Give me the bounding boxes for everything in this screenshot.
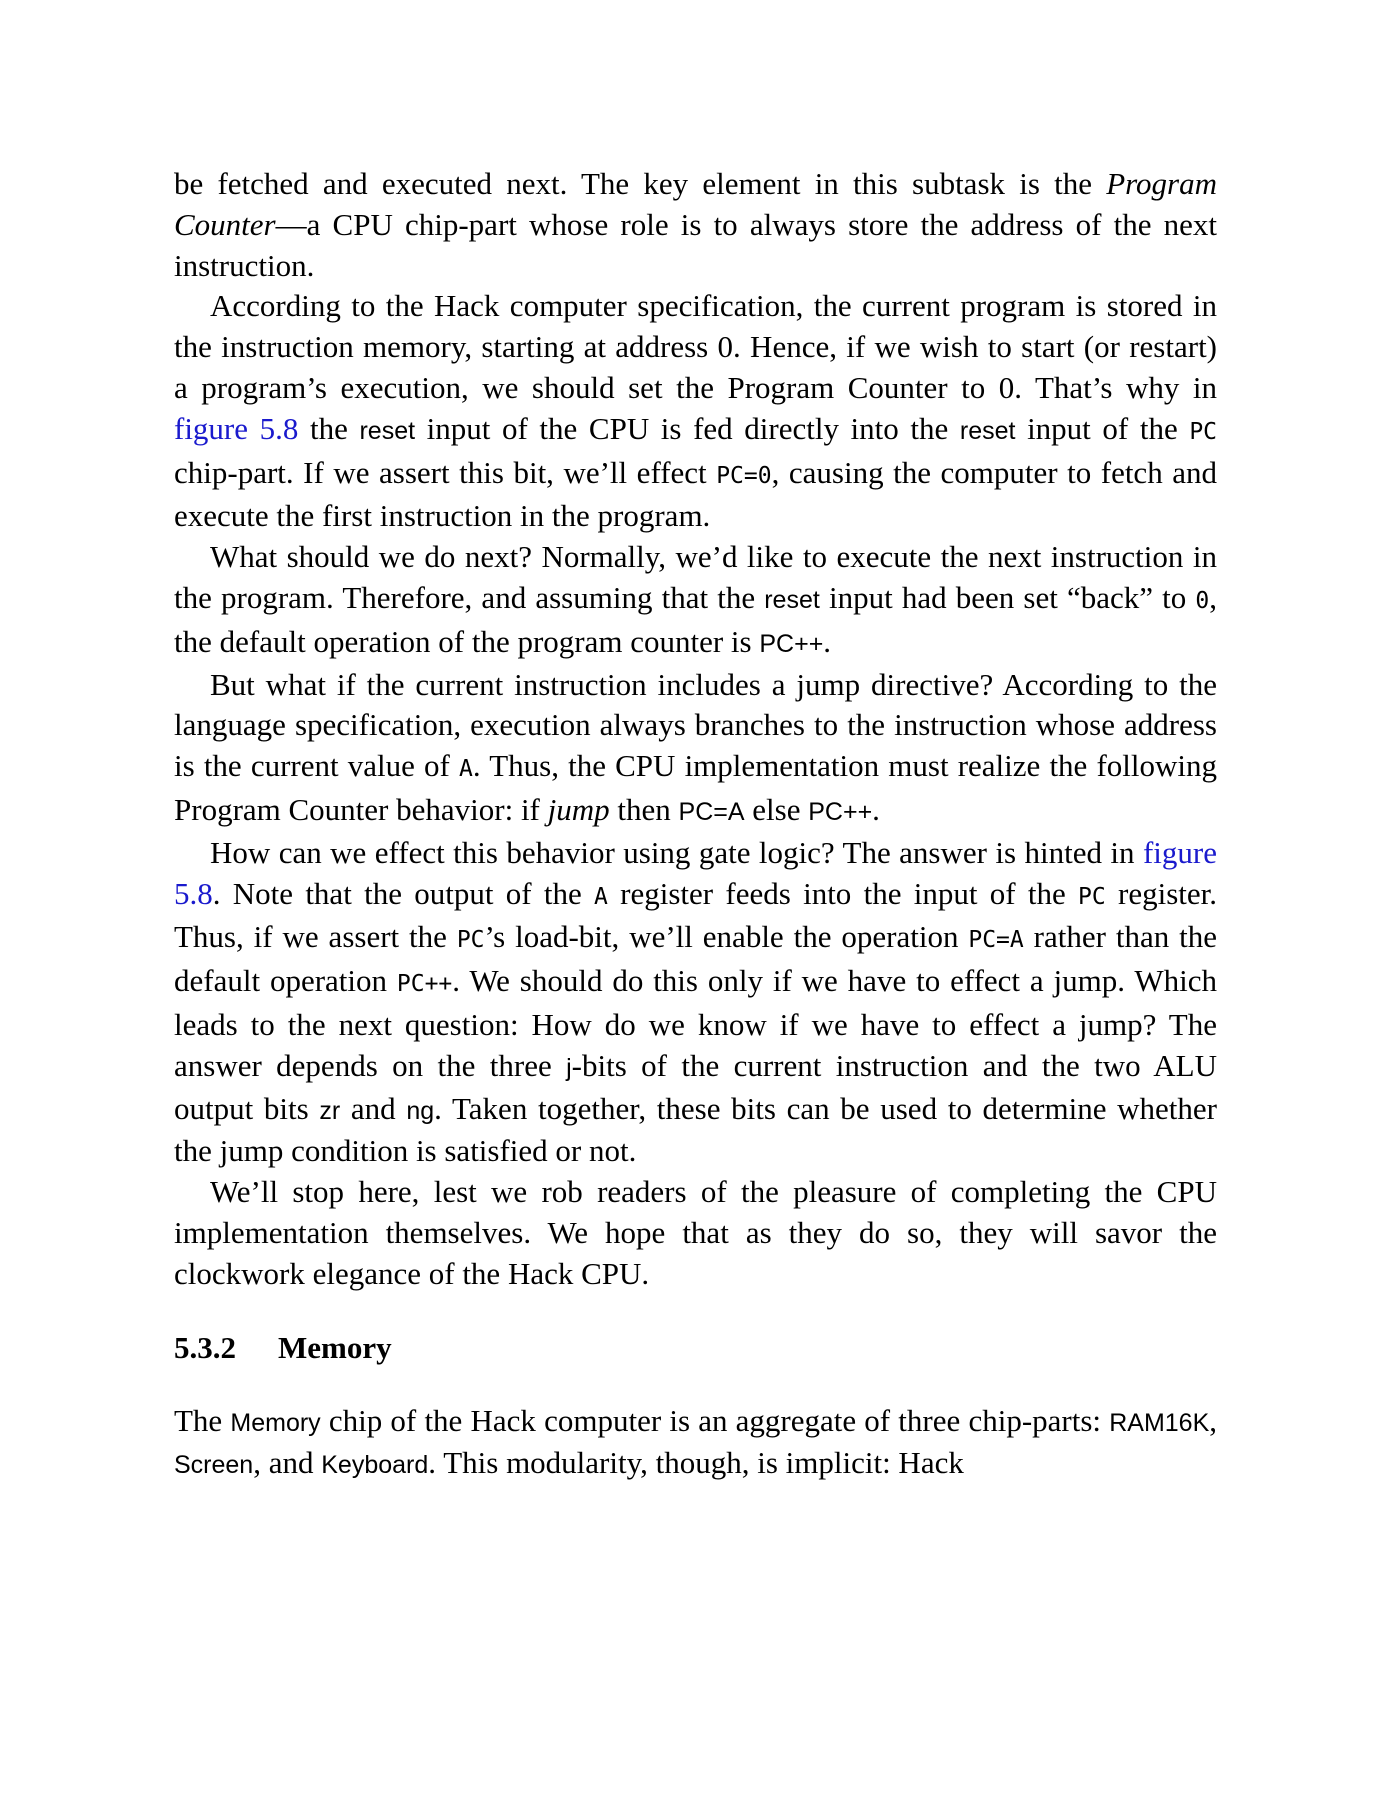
text: . This modularity, though, is implicit: Hack <box>428 1445 964 1481</box>
code-ng: ng <box>406 1096 435 1125</box>
code-pc: PC <box>456 927 485 954</box>
text: register. Thus, if we assert the <box>174 875 1217 955</box>
text: . <box>872 791 880 827</box>
code-pc-equals-a: PC=A <box>678 797 745 826</box>
text: How can we effect this behavior using gate logic? The answer is hinted in <box>210 834 1143 870</box>
text: chip-part. If we assert this bit, we’ll effect <box>174 454 717 490</box>
paragraph-conclusion <box>174 1172 1217 1294</box>
section-number: 5.3.2 <box>174 1329 236 1365</box>
code-screen: Screen <box>174 1451 254 1480</box>
text: . Taken together, these bits can be used to determine whether the jump condition is satisfied or not. <box>174 1090 1218 1169</box>
text: the <box>298 410 360 446</box>
text: , causing the computer to fetch and execute the first instruction in the program. <box>174 454 1217 534</box>
text: input of the <box>1015 410 1190 446</box>
code-pc-increment: PC++ <box>808 797 873 826</box>
code-pc-increment: PC++ <box>759 629 824 658</box>
paragraph-jump-directive <box>174 665 1217 833</box>
text: else <box>744 791 809 827</box>
text: According to the Hack computer specification, the current program is stored in the instruction memory, starting at address 0. Hence, if we wish to start (or restart) a program’s execution, we should set the Program Counter to 0. That’s why in <box>174 288 1217 405</box>
text: But what if the current instruction includes a jump directive? According to the language specification, execution always branches to the instruction whose address is the current value of <box>174 666 1217 784</box>
text: be fetched and executed next. The key element in this subtask is the <box>174 166 1107 201</box>
text: register feeds into the input of the <box>607 875 1079 911</box>
code-pc: PC <box>1078 883 1106 910</box>
code-ram16k: RAM16K <box>1109 1408 1210 1437</box>
code-reset: reset <box>359 416 416 445</box>
figure-5-8-link[interactable]: figure 5.8 <box>174 410 299 446</box>
text: We’ll stop here, lest we rob readers of the pleasure of completing the CPU implementation themselves. We hope that as they do so, they will savor the clockwork elegance of the Hack CPU. <box>174 1174 1217 1291</box>
emphasis-program-counter: Program Counter <box>174 166 1217 242</box>
code-pc-equals-0: PC=0 <box>716 462 772 489</box>
text: . <box>823 623 832 659</box>
code-j: j <box>566 1053 572 1082</box>
code-keyboard: Keyboard <box>321 1451 429 1480</box>
code-a: A <box>594 883 608 910</box>
section-title: Memory <box>278 1329 392 1365</box>
text: -bits of the current instruction and the two ALU output bits <box>174 1047 1217 1126</box>
text: and <box>340 1090 407 1126</box>
text: ’s load-bit, we’ll enable the operation <box>484 919 969 955</box>
text: . Note that the output of the <box>212 875 595 911</box>
code-a: A <box>459 756 473 783</box>
text: —a CPU chip-part whose role is to always store the address of the next instruction. <box>174 206 1217 283</box>
document-page <box>174 164 1217 1486</box>
text: then <box>609 791 679 827</box>
code-memory: Memory <box>230 1408 321 1437</box>
text: , and <box>253 1445 322 1481</box>
text: , <box>1209 1402 1218 1438</box>
section-heading-memory <box>174 1328 1217 1368</box>
emphasis-jump: jump <box>547 791 610 827</box>
figure-5-8-link[interactable]: figure 5.8 <box>174 834 1217 911</box>
paragraph-program-counter-intro <box>174 164 1217 286</box>
code-pc-equals-a: PC=A <box>968 927 1024 954</box>
code-zr: zr <box>319 1096 341 1125</box>
text: input of the CPU is fed directly into the <box>415 410 960 446</box>
text: chip of the Hack computer is an aggregate of three chip-parts: <box>320 1402 1110 1438</box>
text: , the default operation of the program counter is <box>174 579 1218 659</box>
paragraph-gate-logic <box>174 833 1217 1172</box>
code-zero: 0 <box>1195 587 1210 614</box>
text: input had been set “back” to <box>819 579 1196 615</box>
paragraph-reset <box>174 286 1217 537</box>
text: rather than the default operation <box>174 919 1217 999</box>
text: . Thus, the CPU implementation must realize the following Program Counter behavior: if <box>174 748 1218 827</box>
code-reset: reset <box>764 585 820 614</box>
text: . We should do this only if we have to effect a jump. Which leads to the next question: How do we know if we have to effect a jump? The answer depends on the three <box>174 963 1217 1083</box>
paragraph-memory-intro <box>174 1401 1217 1487</box>
code-pc: PC <box>1189 418 1218 445</box>
code-reset: reset <box>959 416 1016 445</box>
text: The <box>174 1402 231 1438</box>
text: What should we do next? Normally, we’d like to execute the next instruction in the program. Therefore, and assuming that the <box>174 539 1217 615</box>
paragraph-next-step <box>174 537 1217 664</box>
code-pc-increment: PC++ <box>396 971 453 998</box>
